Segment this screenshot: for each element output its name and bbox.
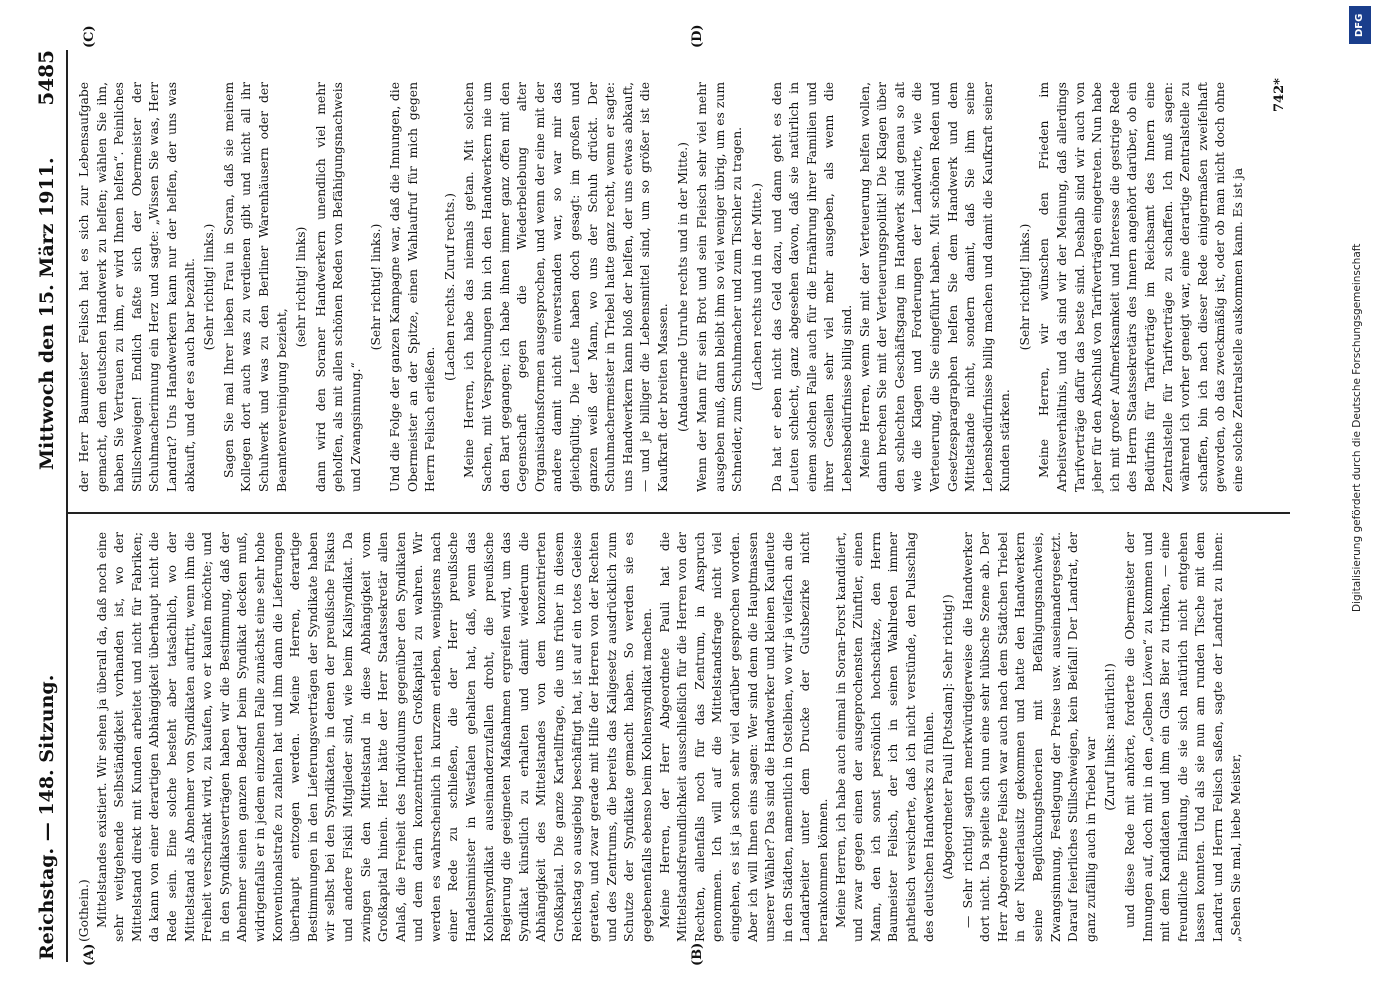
header-date: Mittwoch den 15. März 1911. (36, 157, 58, 470)
paragraph: Mittelstandes existiert. Wir sehen ja überall da, daß noch eine sehr weitgehende Selbständigkeit vorhanden ist, wo der Mittelstand direkt mit Kunden arbeitet und nicht für Fabriken; da kann von einer derartigen Abhängigkeit überhaupt nicht die Rede sein. Eine solche besteht aber tatsächlich, wo der Mittelstand als Abnehmer von Syndikaten auftritt, wenn ihm die Freiheit verschränkt wird, zu kaufen, wo er kaufen möchte; und in den Syndikatsverträgen haben wir die Bestimmung, daß der Abnehmer seinen ganzen Bedarf beim Syndikat decken muß, widrigenfalls er in jedem einzelnen Falle zunächst eine sehr hohe Konventionalstrafe zu zahlen hat und ihm dann die Lieferungen überhaupt entzogen werden. Meine Herren, derartige Bestimmungen in den Lieferungsverträgen der Syndikate haben wir selbst bei den Syndikaten, in denen der preußische Fiskus und andere Fiskii Mitglieder sind, wie beim Kalisyndikat. Da zwingen Sie den Mittelstand in diese Abhängigkeit vom Großkapital hinein. Hier hätte der Herr Staatssekretär allen Anlaß, die Freiheit des Individuums gegenüber den Syndikaten und dem darin konzentrierten Großkapital zu wahren. Wir werden es wahrscheinlich in kurzem erleben, wenigstens nach einer Rede zu schließen, die der Herr preußische Handelsminister in Westfalen gehalten hat, daß, wenn das Kohlensyndikat auseinanderzufallen droht, die preußische Regierung die geeigneten Maßnahmen ergreifen wird, um das Syndikat künstlich zu erhalten und damit wiederum die Abhängigkeit des Mittelstandes von dem konzentrierten Großkapital. Die ganze Kartellfrage, die uns früher in diesem Reichstag so ausgiebig beschäftigt hat, ist auf ein totes Geleise geraten, und zwar gerade mit Hilfe der Herren von der Rechten und des Zentrums, die bereits das Kaligesetz ausdrücklich zum Schutze der Syndikate gemacht haben. So werden sie es gegebenenfalls ebenso beim Kohlensyndikat machen. (94, 532, 654, 942)
dfg-logo: DFG (1349, 6, 1371, 44)
paragraph: Meine Herren, der Herr Abgeordnete Pauli hat die Mittelstandsfreundlichkeit ausschließlich für die Herren von der Rechten, allenfalls noch für das Zentrum, in Anspruch genommen. Ich will auf die Mittelstandsfrage nicht viel eingehen, es ist ja schon sehr viel darüber gesprochen worden. Aber ich will Ihnen eins sagen: Wer sind denn die Hauptmassen unserer Wähler? Das sind die Handwerker und kleinen Kaufleute in den Städten, namentlich in Ostelbien, wo wir ja vielfach an die Landarbeiter unter dem Drucke der Gutsbezirke nicht herankommen können. (657, 532, 830, 942)
page-code: 742* (1272, 78, 1287, 112)
page-header (32, 50, 64, 960)
paragraph: (Gothein.) (77, 879, 91, 942)
paragraph: (Lachen rechts und in der Mitte.) (749, 182, 764, 392)
right-column (76, 82, 1248, 492)
paragraph: Sagen Sie mal Ihrer lieben Frau in Soran, daß sie meinem Kollegen dort auch was zu verdienen gibt und nicht all ihr Schuhwerk und was zu den Berliner Warenhäusern oder der Beamtenvereinigung bezieht, (221, 82, 289, 492)
paragraph: (Abgeordneter Pauli [Potsdam]: Sehr richtig!) (941, 594, 956, 880)
digitization-credit: Digitalisierung gefördert durch die Deutsche Forschungsgemeinschaft (1351, 243, 1363, 612)
paragraph: (Sehr richtig! links.) (368, 223, 383, 351)
paragraph: (Sehr richtig! links.) (202, 223, 217, 351)
marker-a: (A) (82, 943, 97, 966)
header-left: Reichstag. — 148. Sitzung. (36, 674, 58, 960)
left-column (76, 532, 1245, 942)
paragraph: der Herr Baumeister Felisch hat es sich zur Lebensaufgabe gemacht, dem deutschen Handwerk zu helfen; wählen Sie ihn, haben Sie Vertrauen zu ihm, er wird Ihnen helfen“. Peinliches Stillschweigen! Endlich faßte sich der Obermeister der Schuhmacherinnung ein Herz und sagte: „Wissen Sie was, Herr Landrat? Uns Handwerkern kann nur der helfen, der uns was abkauft, und der es auch bar bezahlt. (77, 82, 197, 492)
marker-c: (C) (82, 25, 97, 48)
paragraph: Meine Herren, ich habe das niemals getan. Mit solchen Sachen, mit Versprechungen bin ich den Handwerkern nie um den Bart gegangen; ich habe ihnen immer ganz offen mit den Gegenschaft gegen die Wiederbelebung alter Organisationsformen ausgesprochen, und wenn der eine mit der andere damit nicht einverstanden war, so war mir das gleichgültig. Die Leute haben doch gesagt: im großen und ganzen weiß der Mann, wo uns der Schuh drückt. Der Schuhmachermeister in Triebel hatte ganz recht, wenn er sagte: uns Handwerkern kann bloß der helfen, der uns etwas abkauft, — und je billiger die Lebensmittel sind, um so größer ist die Kaufkraft der breiten Massen. (462, 82, 670, 492)
paragraph: (Zuruf links: natürlich!) (1103, 663, 1118, 811)
marker-d: (D) (690, 24, 705, 48)
paragraph: — Sehr richtig! sagten merkwürdigerweise die Handwerker dort nicht. Da spielte sich nun eine sehr hübsche Szene ab. Der Herr Abgeordnete Felisch war auch nach dem Städtchen Triebel in der Niederlausitz gekommen und hatte den Handwerkern seine Beglückungstheorien mit Befähigungsnachweis, Zwangsinnung, Festlegung der Preise usw. auseinandergesetzt. Darauf feierliches Stillschweigen, kein Beifall! Der Landrat, der ganz zufällig auch in Triebel war (960, 532, 1098, 942)
paragraph: Meine Herren, wir wünschen den Frieden im Arbeitsverhältnis, und da sind wir der Meinung, daß allerdings Tarifverträge dafür das beste sind. Deshalb sind wir auch von jeher für den Abschluß von Tarifverträgen eingetreten. Nun habe ich mit großer Aufmerksamkeit und Interesse die gestrige Rede des Herrn Staatssekretärs des Innern angehört darüber, ob ein Bedürfnis für Tarifverträge im Reichsamt des Innern eine Zentralstelle für Tarifverträge zu schaffen. Ich muß sagen: während ich vorher geneigt war, eine derartige Zentralstelle zu schaffen, bin ich nach dieser Rede einigermaßen zweifelhaft geworden, ob das zweckmäßig ist, oder ob man nicht doch ohne eine solche Zentralstelle auskommen kann. Es ist ja (1037, 82, 1245, 492)
column-divider (68, 512, 1290, 514)
paragraph: Wenn der Mann für sein Brot und sein Fleisch sehr viel mehr ausgeben muß, dann bleibt ihm so viel weniger übrig, um es zum Schneider, zum Schuhmacher und zum Tischler zu tragen. (695, 82, 745, 492)
paragraph: (Lachen rechts. Zuruf rechts.) (442, 193, 457, 381)
paragraph: (sehr richtig! links) (294, 226, 309, 348)
paragraph: dann wird den Soraner Handwerkern unendlich viel mehr geholfen, als mit allen schönen Reden von Befähigungsnachweis und Zwangsinnung.“ (313, 82, 363, 492)
paragraph: Da hat er eben nicht das Geld dazu, und dann geht es den Leuten schlecht, ganz abgesehen davon, daß sie natürlich in einem solchen Falle auch für die Ernährung ihrer Familien und ihrer Gesellen sehr viel mehr ausgeben, als wenn die Lebensbedürfnisse billig sind. (769, 82, 854, 492)
page-number: 5485 (34, 50, 58, 106)
marker-b: (B) (690, 942, 705, 966)
header-rule (66, 50, 68, 962)
paragraph: und diese Rede mit anhörte, forderte die Obermeister der Innungen auf, doch mit in den „Gelben Löwen“ zu kommen und mit dem Kandidaten und ihm ein Glas Bier zu trinken, — eine freundliche Einladung, die sie sich natürlich nicht entgehen lassen konnten. Und als sie nun am runden Tische mit dem Landrat und Herrn Felisch saßen, sagte der Landrat zu ihnen: „Sehen Sie mal, liebe Meister, (1123, 532, 1243, 942)
paragraph: (Sehr richtig! links.) (1017, 223, 1032, 351)
digitization-note (1343, 0, 1379, 1000)
paragraph: (Andauernde Unruhe rechts und in der Mitte.) (675, 142, 690, 432)
paragraph: Meine Herren, ich habe auch einmal in Soran-Forst kandidiert, und zwar gegen einen der ausgeprochensten Zünftler, einen Mann, den ich sonst persönlich hochschätze, den Herrn Baumeister Felisch, der ich in seinen Wahlreden immer pathetisch versicherte, daß ich nicht verstünde, den Pulsschlag des deutschen Handwerks zu fühlen. (833, 532, 936, 942)
paragraph: Und die Folge der ganzen Kampagne war, daß die Innungen, die Obermeister an der Spitze, einen Wahlaufruf für mich gegen Herrn Felisch erließen. (388, 82, 438, 492)
paragraph: Meine Herren, wenn Sie mit der Verteuerung helfen wollen, dann brechen Sie mit der Verteuerungspolitik! Die Klagen über den schlechten Geschäftsgang im Handwerk sind genau so alt wie die Klagen und Forderungen der Landwirte, wie die Verteuerung, die Sie eingeführt haben. Mit schönen Reden und Gesetzesparagraphen helfen Sie dem Handwerk und dem Mittelstande nicht, sondern damit, daß Sie ihm seine Lebensbedürfnisse billig machen und damit die Kaufkraft seiner Kunden stärken. (857, 82, 1013, 492)
